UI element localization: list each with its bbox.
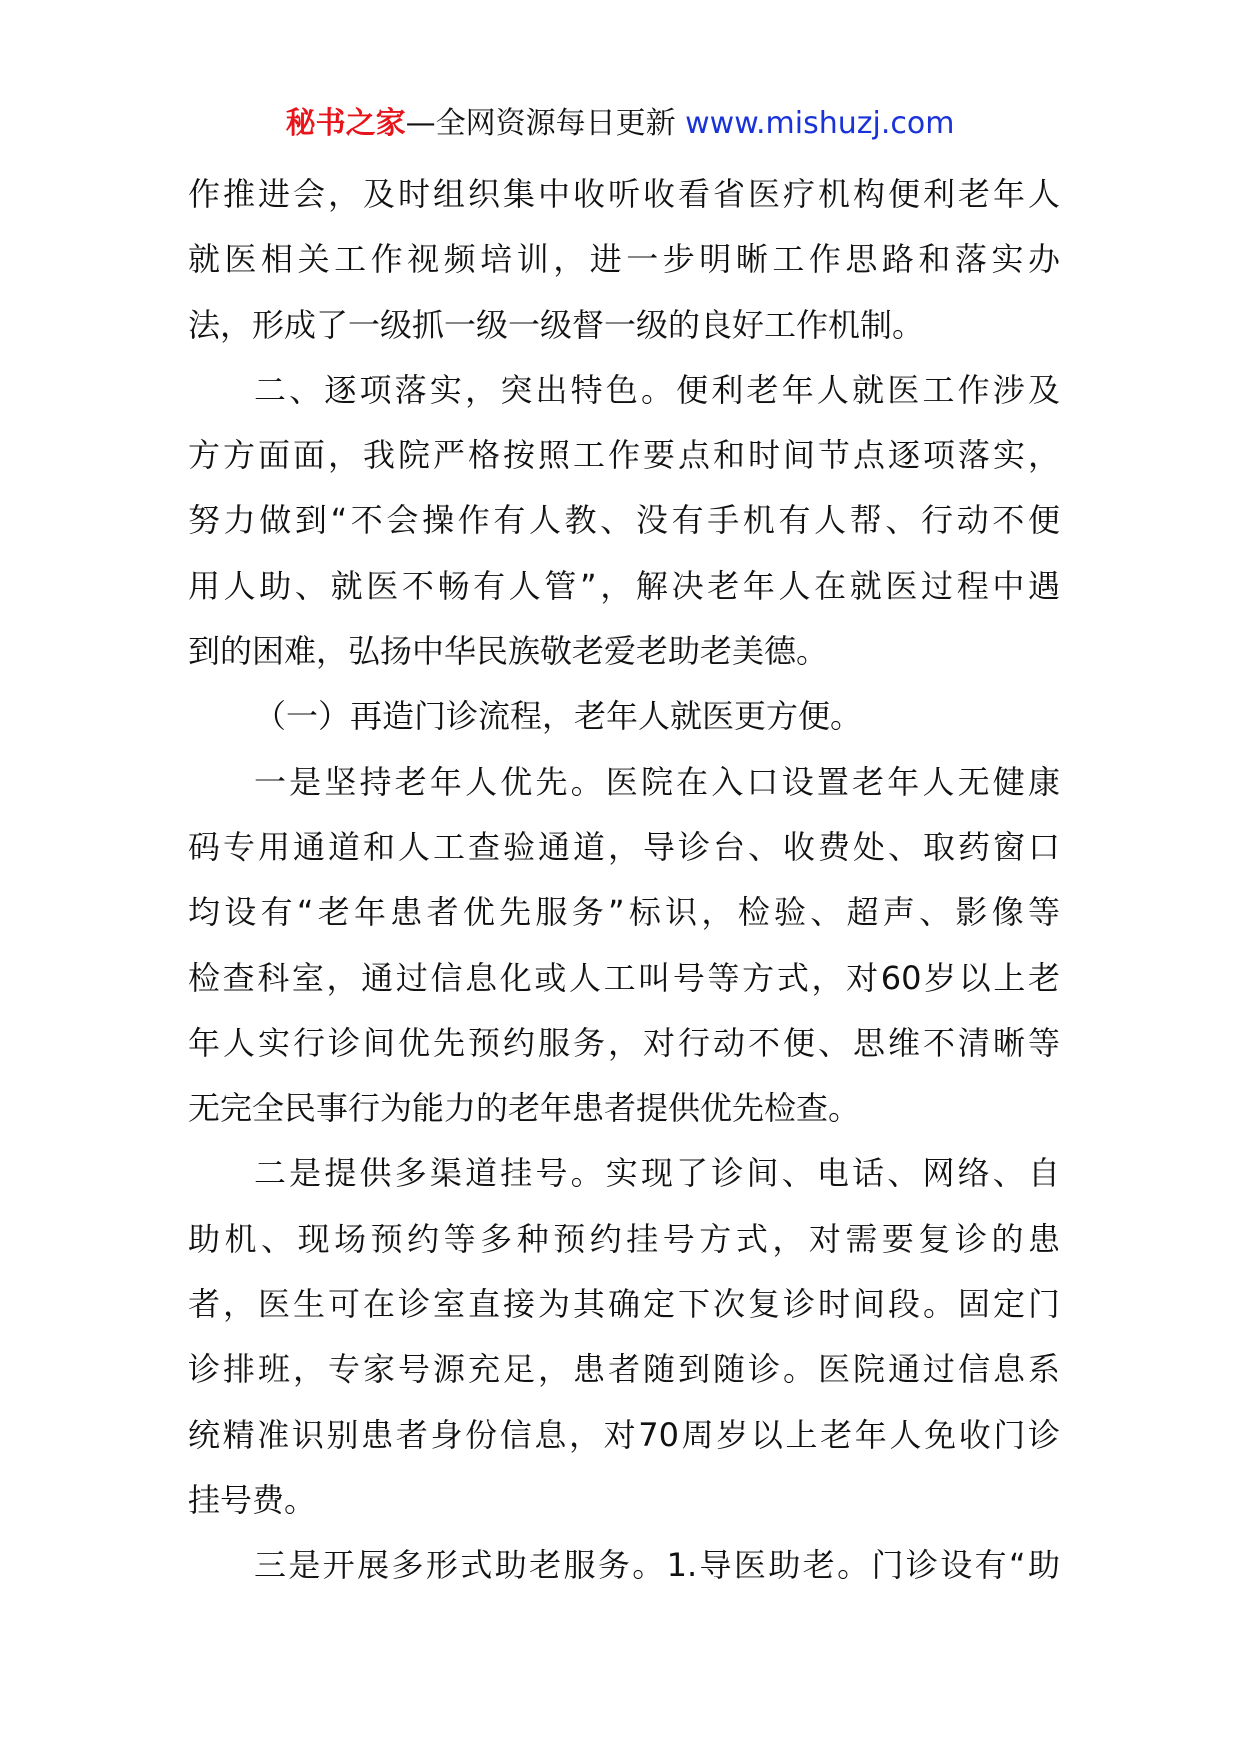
body-line: 到的困难，弘扬中华民族敬老爱老助老美德。 bbox=[188, 632, 829, 671]
body-line: 检查科室，通过信息化或人工叫号等方式，对60岁以上老 bbox=[188, 958, 1060, 997]
body-line: 挂号费。 bbox=[188, 1480, 317, 1519]
body-line: 诊排班，专家号源充足，患者随到随诊。医院通过信息系 bbox=[188, 1350, 1060, 1389]
body-line: 二是提供多渠道挂号。实现了诊间、电话、网络、自 bbox=[254, 1154, 1060, 1193]
site-header bbox=[0, 104, 1240, 144]
body-line: 努力做到“不会操作有人教、没有手机有人帮、行动不便 bbox=[188, 501, 1060, 540]
body-line: 法，形成了一级抓一级一级督一级的良好工作机制。 bbox=[188, 305, 925, 344]
site-url[interactable]: www.mishuzj.com bbox=[685, 106, 955, 141]
header-slogan: —全网资源每日更新 bbox=[405, 106, 676, 141]
body-line: 用人助、就医不畅有人管”，解决老年人在就医过程中遇 bbox=[188, 566, 1060, 605]
body-line: 年人实行诊间优先预约服务，对行动不便、思维不清晰等 bbox=[188, 1023, 1060, 1062]
body-line: 作推进会，及时组织集中收听收看省医疗机构便利老年人 bbox=[188, 175, 1060, 213]
body-line: 者，医生可在诊室直接为其确定下次复诊时间段。固定门 bbox=[188, 1285, 1060, 1324]
body-line: 就医相关工作视频培训，进一步明晰工作思路和落实办 bbox=[188, 240, 1060, 279]
body-line: 三是开展多形式助老服务。1.导医助老。门诊设有“助 bbox=[254, 1546, 1060, 1585]
body-line: 均设有“老年患者优先服务”标识，检验、超声、影像等 bbox=[188, 893, 1060, 932]
body-line: 一是坚持老年人优先。医院在入口设置老年人无健康 bbox=[254, 762, 1060, 801]
body-line: 方方面面，我院严格按照工作要点和时间节点逐项落实， bbox=[188, 436, 1060, 475]
body-line: 助机、现场预约等多种预约挂号方式，对需要复诊的患 bbox=[188, 1219, 1060, 1258]
body-line: 无完全民事行为能力的老年患者提供优先检查。 bbox=[188, 1089, 861, 1128]
body-line: 统精准识别患者身份信息，对70周岁以上老年人免收门诊 bbox=[188, 1415, 1060, 1454]
body-line: 二、逐项落实，突出特色。便利老年人就医工作涉及 bbox=[254, 370, 1060, 409]
document-body bbox=[188, 162, 1060, 1599]
brand-name: 秘书之家 bbox=[285, 106, 406, 141]
body-line: 码专用通道和人工查验通道，导诊台、收费处、取药窗口 bbox=[188, 827, 1060, 866]
section-heading: （一）再造门诊流程，老年人就医更方便。 bbox=[254, 697, 863, 736]
